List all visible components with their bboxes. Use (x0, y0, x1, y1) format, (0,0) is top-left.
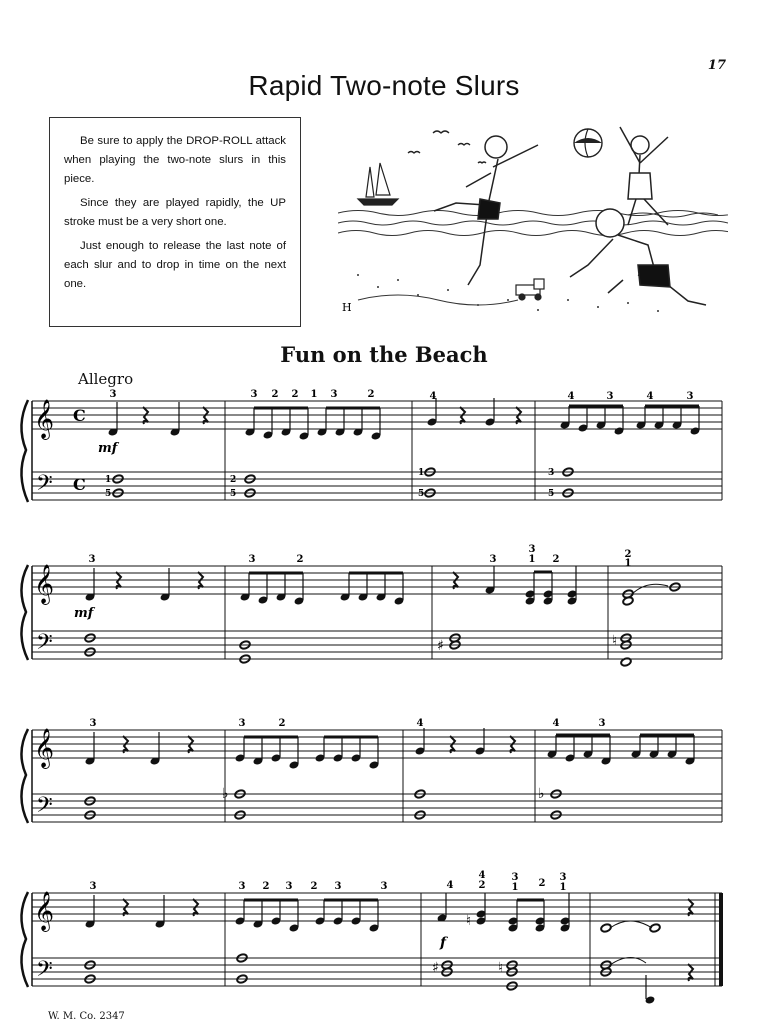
fingering: 4 (446, 880, 454, 891)
fingering: 2 (278, 718, 286, 729)
fingering: 3 (238, 881, 246, 892)
fingering: 3 (511, 872, 519, 883)
svg-text:𝄢: 𝄢 (36, 793, 53, 823)
fingering: 3 (548, 468, 555, 478)
system-1 (21, 389, 722, 502)
fingering: 2 (538, 878, 546, 889)
svg-text:𝄞: 𝄞 (34, 564, 55, 604)
page-number: 17 (707, 58, 726, 73)
instruction-paragraph-3: Just enough to release the last note of each slur and to drop in time on the next one. (64, 240, 286, 290)
eighth-notes (235, 900, 380, 933)
fingering: 4 (429, 391, 437, 402)
eighth-notes (547, 735, 696, 766)
fingering: 3 (89, 881, 97, 892)
svg-text:♮: ♮ (498, 960, 504, 976)
fingering: 2 (367, 389, 375, 400)
fingering: 3 (598, 718, 606, 729)
fingering: 4 (552, 718, 560, 729)
fingering: 2 (291, 389, 299, 400)
instruction-paragraph-1: Be sure to apply the DROP-ROLL attack when playing the two-note slurs in this piece. (64, 135, 286, 185)
svg-text:♭: ♭ (222, 786, 229, 802)
svg-text:♭: ♭ (538, 786, 545, 802)
svg-text:𝄢: 𝄢 (36, 630, 53, 660)
final-barline (719, 893, 723, 986)
svg-text:𝄢: 𝄢 (36, 957, 53, 987)
fingering: 1 (105, 475, 112, 485)
system-4 (21, 870, 723, 1005)
fingering: 2 (310, 881, 318, 892)
fingering: 1 (559, 882, 567, 893)
fingering: 5 (418, 489, 425, 499)
fingering: 2 (271, 389, 279, 400)
system-2 (21, 544, 722, 667)
bass-clef-icon: 𝄢 (36, 471, 53, 501)
fingering: 5 (230, 489, 237, 499)
fingering: 3 (606, 391, 614, 402)
fingering: 4 (646, 391, 654, 402)
fingering: 3 (248, 554, 256, 565)
fingering: 3 (489, 554, 497, 565)
fingering: 1 (624, 558, 632, 569)
dynamic-mf: mf (74, 606, 94, 621)
time-signature-common: C (73, 475, 86, 494)
fingering: 3 (88, 554, 96, 565)
fingering: 1 (511, 882, 519, 893)
fingering: 3 (250, 389, 258, 400)
piece-title: Fun on the Beach (280, 342, 488, 367)
svg-text:𝄞: 𝄞 (34, 891, 55, 931)
fingering: 4 (416, 718, 424, 729)
eighth-notes (245, 408, 382, 441)
fingering: 4 (567, 391, 575, 402)
eighth-notes (560, 406, 701, 436)
fingering: 3 (285, 881, 293, 892)
fingering: 2 (296, 554, 304, 565)
fingering: 3 (334, 881, 342, 892)
eighth-notes (235, 737, 380, 770)
fingering: 2 (262, 881, 270, 892)
fingering: 4 (478, 870, 486, 881)
fingering: 1 (418, 468, 425, 478)
instruction-paragraph-2: Since they are played rapidly, the UP stroke must be a very short one. (64, 197, 286, 228)
fingering: 2 (478, 880, 486, 891)
treble-clef-icon: 𝄞 (34, 399, 55, 439)
illustration-signature: H (342, 301, 352, 314)
time-signature-common: C (73, 406, 86, 425)
eighth-notes (240, 573, 405, 606)
svg-text:♮: ♮ (466, 913, 472, 929)
svg-text:♮: ♮ (612, 633, 618, 649)
dynamic-f: f (440, 935, 447, 951)
grand-staff-brace (21, 400, 28, 502)
fingering: 3 (109, 389, 117, 400)
fingering: 2 (552, 554, 560, 565)
fingering: 3 (238, 718, 246, 729)
fingering: 5 (105, 489, 112, 499)
fingering: 3 (330, 389, 338, 400)
svg-text:♯: ♯ (437, 638, 444, 654)
tempo-marking: Allegro (78, 370, 134, 388)
fingering: 2 (624, 549, 632, 560)
fingering: 1 (310, 389, 318, 400)
system-3 (21, 718, 722, 823)
fingering: 3 (559, 872, 567, 883)
svg-text:𝄞: 𝄞 (34, 728, 55, 768)
fingering: 3 (89, 718, 97, 729)
fingering: 3 (686, 391, 694, 402)
page-title: Rapid Two-note Slurs (248, 70, 520, 101)
fingering: 5 (548, 489, 555, 499)
bass-staff-1 (32, 472, 722, 500)
fingering: 2 (230, 475, 237, 485)
publisher-code: W. M. Co. 2347 (48, 1011, 125, 1022)
svg-text:♯: ♯ (432, 960, 439, 976)
dynamic-mf: mf (98, 441, 118, 456)
fingering: 1 (528, 554, 536, 565)
fingering: 3 (528, 544, 536, 555)
fingering: 3 (380, 881, 388, 892)
